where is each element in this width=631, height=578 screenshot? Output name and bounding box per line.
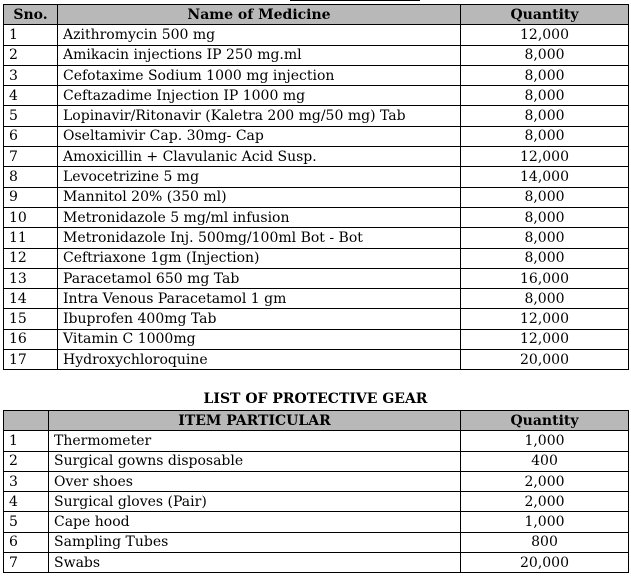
cell-quantity: 8,000	[461, 106, 629, 126]
table-row	[4, 289, 629, 309]
cell-name: Paracetamol 650 mg Tab	[58, 268, 461, 288]
cell-name: Vitamin C 1000mg	[58, 329, 461, 349]
cell-sno: 1	[4, 431, 49, 451]
column-header-sno	[4, 411, 49, 431]
table-row	[4, 471, 629, 491]
table-row	[4, 167, 629, 187]
cell-sno: 6	[4, 126, 58, 146]
cell-quantity: 12,000	[461, 147, 629, 167]
column-header-medicine-name: Name of Medicine	[58, 5, 461, 25]
cell-name: Amikacin injections IP 250 mg.ml	[58, 45, 461, 65]
cell-sno: 5	[4, 512, 49, 532]
cell-name: Ibuprofen 400mg Tab	[58, 309, 461, 329]
cell-sno: 4	[4, 492, 49, 512]
table-row	[4, 329, 629, 349]
table-row	[4, 228, 629, 248]
cell-sno: 3	[4, 471, 49, 491]
cell-sno: 16	[4, 329, 58, 349]
table-row	[4, 512, 629, 532]
table-row	[4, 248, 629, 268]
protective-gear-table	[3, 410, 629, 573]
table-row	[4, 106, 629, 126]
column-header-quantity: Quantity	[461, 411, 629, 431]
cell-sno: 2	[4, 45, 58, 65]
cell-name: Swabs	[49, 553, 461, 573]
cell-quantity: 12,000	[461, 329, 629, 349]
cell-name: Ceftazadime Injection IP 1000 mg	[58, 86, 461, 106]
table-row	[4, 268, 629, 288]
cell-quantity: 800	[461, 532, 629, 552]
gear-table-header-row	[4, 411, 629, 431]
table-row	[4, 126, 629, 146]
cell-name: Metronidazole 5 mg/ml infusion	[58, 207, 461, 227]
cell-name: Cefotaxime Sodium 1000 mg injection	[58, 65, 461, 85]
column-header-quantity: Quantity	[461, 5, 629, 25]
cell-sno: 17	[4, 350, 58, 370]
cell-name: Over shoes	[49, 471, 461, 491]
column-header-sno: Sno.	[4, 5, 58, 25]
cell-sno: 14	[4, 289, 58, 309]
cell-quantity: 1,000	[461, 431, 629, 451]
table-row	[4, 187, 629, 207]
table-row	[4, 451, 629, 471]
cell-sno: 11	[4, 228, 58, 248]
cell-quantity: 8,000	[461, 65, 629, 85]
cell-sno: 13	[4, 268, 58, 288]
cell-sno: 9	[4, 187, 58, 207]
cell-quantity: 8,000	[461, 289, 629, 309]
cell-sno: 5	[4, 106, 58, 126]
cell-name: Ceftriaxone 1gm (Injection)	[58, 248, 461, 268]
header-underline-fragment	[290, 0, 420, 3]
cell-name: Azithromycin 500 mg	[58, 25, 461, 45]
cell-quantity: 8,000	[461, 207, 629, 227]
cell-name: Surgical gowns disposable	[49, 451, 461, 471]
cell-name: Intra Venous Paracetamol 1 gm	[58, 289, 461, 309]
cell-sno: 15	[4, 309, 58, 329]
table-row	[4, 65, 629, 85]
table-row	[4, 492, 629, 512]
table-row	[4, 207, 629, 227]
table-row	[4, 350, 629, 370]
cell-name: Surgical gloves (Pair)	[49, 492, 461, 512]
cell-name: Hydroxychloroquine	[58, 350, 461, 370]
cell-quantity: 8,000	[461, 86, 629, 106]
cell-quantity: 20,000	[461, 553, 629, 573]
table-row	[4, 309, 629, 329]
cell-name: Levocetrizine 5 mg	[58, 167, 461, 187]
table-row	[4, 553, 629, 573]
cell-sno: 1	[4, 25, 58, 45]
cell-quantity: 16,000	[461, 268, 629, 288]
cell-quantity: 12,000	[461, 25, 629, 45]
cell-quantity: 8,000	[461, 45, 629, 65]
table-row	[4, 45, 629, 65]
cell-name: Amoxicillin + Clavulanic Acid Susp.	[58, 147, 461, 167]
cell-name: Cape hood	[49, 512, 461, 532]
cell-quantity: 20,000	[461, 350, 629, 370]
cell-name: Metronidazole Inj. 500mg/100ml Bot - Bot	[58, 228, 461, 248]
medicine-table-header-row	[4, 5, 629, 25]
cell-quantity: 8,000	[461, 126, 629, 146]
cell-quantity: 8,000	[461, 187, 629, 207]
cell-name: Sampling Tubes	[49, 532, 461, 552]
cell-quantity: 400	[461, 451, 629, 471]
cell-sno: 4	[4, 86, 58, 106]
table-row	[4, 147, 629, 167]
table-row	[4, 86, 629, 106]
cell-quantity: 2,000	[461, 492, 629, 512]
cell-quantity: 1,000	[461, 512, 629, 532]
cell-name: Thermometer	[49, 431, 461, 451]
cell-quantity: 14,000	[461, 167, 629, 187]
cell-quantity: 12,000	[461, 309, 629, 329]
cell-name: Lopinavir/Ritonavir (Kaletra 200 mg/50 mg) Tab	[58, 106, 461, 126]
cell-name: Oseltamivir Cap. 30mg- Cap	[58, 126, 461, 146]
cell-sno: 10	[4, 207, 58, 227]
medicine-table	[3, 4, 629, 370]
table-row	[4, 532, 629, 552]
cell-name: Mannitol 20% (350 ml)	[58, 187, 461, 207]
cell-quantity: 8,000	[461, 228, 629, 248]
table-row	[4, 431, 629, 451]
cell-sno: 8	[4, 167, 58, 187]
cell-quantity: 8,000	[461, 248, 629, 268]
cell-quantity: 2,000	[461, 471, 629, 491]
cell-sno: 7	[4, 147, 58, 167]
cell-sno: 6	[4, 532, 49, 552]
protective-gear-title: LIST OF PROTECTIVE GEAR	[203, 391, 428, 407]
cell-sno: 7	[4, 553, 49, 573]
column-header-item-particular: ITEM PARTICULAR	[49, 411, 461, 431]
cell-sno: 12	[4, 248, 58, 268]
cell-sno: 2	[4, 451, 49, 471]
cell-sno: 3	[4, 65, 58, 85]
table-row	[4, 25, 629, 45]
